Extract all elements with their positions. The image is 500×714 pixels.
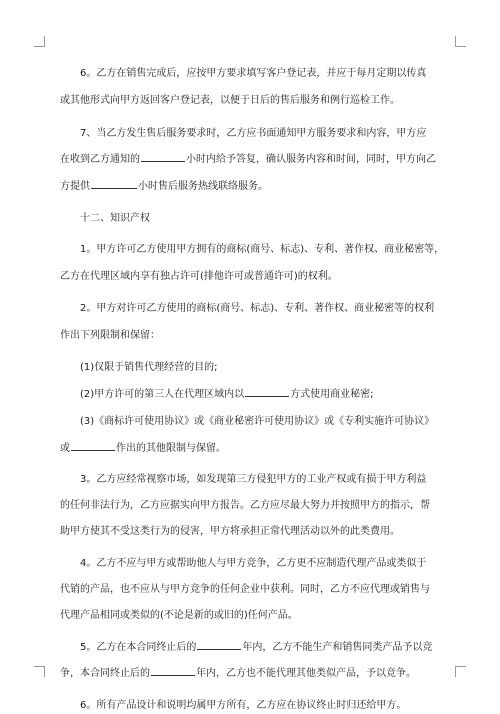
fill-in-blank[interactable] [71, 441, 115, 451]
ip-clause-3-line-1: 3。乙方应经常视察市场，如发现第三方侵犯甲方的工业产权或有损于甲方利益 [80, 474, 427, 485]
fill-in-blank[interactable] [151, 666, 195, 676]
ip-clause-5-line-1: 5。乙方在本合同终止后的 年内，乙方不能生产和销售同类产品予以竞 [80, 642, 433, 653]
ip-clause-2-line-2: 作出下列限制和保留： [60, 330, 160, 341]
ip-clause-4-line-2: 代销的产品，也不应从与甲方竞争的任何企业中获利。同时，乙方不应代理或销售与 [60, 584, 430, 595]
ip-clause-3-line-3: 助甲方使其不受这类行为的侵害，甲方将承担正常代理活动以外的此类费用。 [60, 526, 400, 537]
crop-mark-bottom-right [455, 666, 466, 677]
ip-clause-1-line-1: 1。甲方许可乙方使用甲方拥有的商标(商号、标志)、专利、著作权、商业秘密等， [80, 244, 445, 255]
ip-clause-2-line-1: 2。甲方对许可乙方使用的商标(商号、标志)、专利、著作权、商业秘密等的权利 [80, 303, 435, 314]
clause-7-line-2: 在收到乙方通知的 小时内给予答复，确认服务内容和时间，同时，甲方向乙 [60, 154, 436, 165]
clause-7-line-3: 方提供 小时售后服务热线联络服务。 [60, 181, 268, 192]
ip-clause-2-item-3-line-1: (3)《商标许可使用协议》或《商业秘密许可使用协议》或《专利实施许可协议》 [80, 416, 435, 427]
ip-clause-5-line-2: 争，本合同终止后的 年内，乙方也不能代理其他类似产品，予以竞争。 [60, 668, 416, 679]
clause-6-line-1: 6。乙方在销售完成后，应按甲方要求填写客户登记表，并应于每月定期以传真 [80, 68, 427, 79]
ip-clause-1-line-2: 乙方在代理区域内享有独占许可(排他许可或普通许可)的权利。 [60, 271, 338, 282]
ip-clause-3-line-2: 的任何非法行为，乙方应据实向甲方报告。乙方应尽最大努力并按照甲方的指示，帮 [60, 500, 430, 511]
clause-7-line-1: 7、当乙方发生售后服务要求时，乙方应书面通知甲方服务要求和内容，甲方应 [80, 128, 427, 139]
ip-clause-4-line-1: 4。乙方不应与甲方或帮助他人与甲方竞争，乙方更不应制造代理产品或类似于 [80, 558, 427, 569]
fill-in-blank[interactable] [197, 640, 241, 650]
ip-clause-2-item-3-line-2: 或 作出的其他限制与保留。 [60, 443, 226, 454]
section-12-heading: 十二、知识产权 [80, 213, 150, 224]
fill-in-blank[interactable] [91, 179, 137, 189]
crop-mark-top-left [34, 36, 45, 47]
ip-clause-6-line-1: 6。所有产品设计和说明均属甲方所有，乙方应在协议终止时归还给甲方。 [80, 700, 407, 711]
fill-in-blank[interactable] [141, 152, 185, 162]
clause-6-line-2: 或其他形式向甲方返回客户登记表，以便于日后的售后服务和例行巡检工作。 [60, 95, 400, 106]
crop-mark-bottom-left [34, 666, 45, 677]
ip-clause-2-item-2: (2)甲方许可的第三人在代理区域内以 方式使用商业秘密; [80, 389, 374, 400]
fill-in-blank[interactable] [245, 387, 289, 397]
ip-clause-2-item-1: (1)仅限于销售代理经营的目的; [80, 362, 218, 373]
ip-clause-4-line-3: 代理产品相同或类似的(不论是新的或旧的)任何产品。 [60, 610, 298, 621]
crop-mark-top-right [455, 36, 466, 47]
